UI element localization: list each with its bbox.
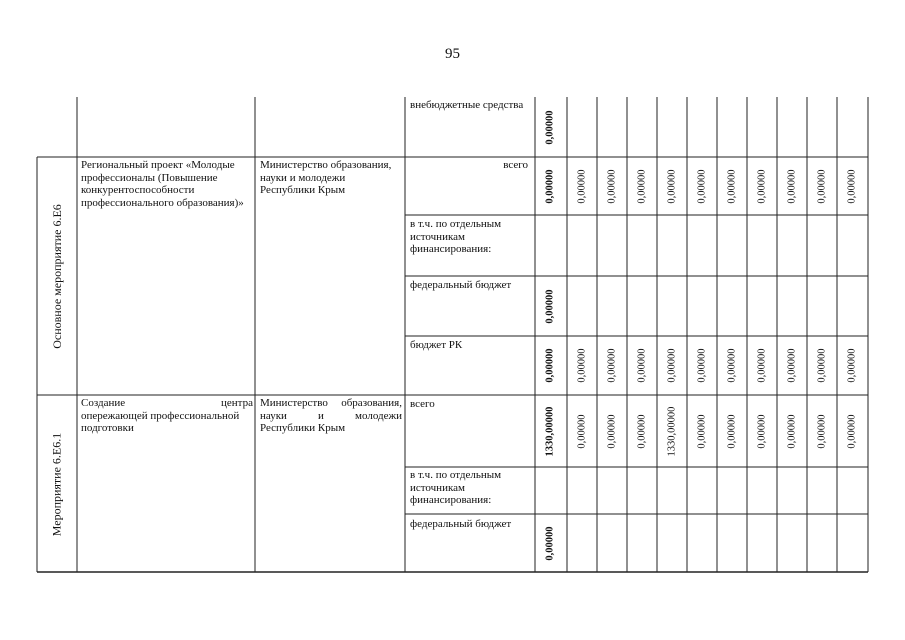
year-value: 0,00000 bbox=[636, 168, 648, 204]
year-value: 0,00000 bbox=[756, 168, 768, 204]
page-number: 95 bbox=[445, 46, 460, 62]
year-value: 0,00000 bbox=[816, 168, 828, 204]
year-value: 0,00000 bbox=[726, 413, 738, 449]
executor: Министерство образования, науки и молодежи Республики Крым bbox=[260, 397, 402, 434]
year-value: 0,00000 bbox=[786, 168, 798, 204]
year-value: 0,00000 bbox=[726, 348, 738, 383]
source-label: федеральный бюджет bbox=[410, 518, 512, 530]
measure-name: Региональный проект «Молодые профессионалы (Повышение конкурентоспособности профессионального образования)» bbox=[81, 159, 244, 209]
source-label: в т.ч. по отдельным источникам финансирования: bbox=[410, 218, 502, 255]
year-value: 1330,00000 bbox=[666, 406, 678, 456]
total-value: 0,00000 bbox=[544, 289, 556, 324]
measure-code-label: Мероприятие 6.Е6.1 bbox=[49, 432, 64, 536]
measure-name bbox=[81, 397, 253, 441]
total-value: 1330,00000 bbox=[544, 406, 556, 456]
year-value: 0,00000 bbox=[576, 413, 588, 449]
year-value: 0,00000 bbox=[636, 348, 648, 383]
measure-name-line1-right: центра bbox=[221, 397, 253, 409]
total-value: 0,00000 bbox=[544, 109, 556, 145]
year-value: 0,00000 bbox=[696, 168, 708, 204]
year-value: 0,00000 bbox=[786, 348, 798, 383]
measure-name-rest: опережающей профессиональной подготовки bbox=[81, 409, 240, 434]
year-value: 0,00000 bbox=[636, 413, 648, 449]
source-label: в т.ч. по отдельным источникам финансирования: bbox=[410, 469, 502, 506]
measure-name-line1-left: Создание bbox=[81, 397, 126, 409]
source-label: внебюджетные средства bbox=[410, 99, 524, 111]
year-value: 0,00000 bbox=[726, 168, 738, 204]
year-value: 0,00000 bbox=[696, 348, 708, 383]
year-value: 0,00000 bbox=[606, 168, 618, 204]
total-value: 0,00000 bbox=[544, 168, 556, 204]
year-value: 0,00000 bbox=[606, 413, 618, 449]
year-value: 0,00000 bbox=[847, 413, 858, 449]
year-value: 0,00000 bbox=[786, 413, 798, 449]
year-value: 0,00000 bbox=[696, 413, 708, 449]
year-value: 0,00000 bbox=[816, 348, 828, 383]
year-value: 0,00000 bbox=[606, 348, 618, 383]
year-value: 0,00000 bbox=[576, 168, 588, 204]
year-value: 0,00000 bbox=[666, 348, 678, 383]
year-value: 0,00000 bbox=[576, 348, 588, 383]
source-label: всего bbox=[410, 398, 435, 410]
total-value: 0,00000 bbox=[544, 348, 556, 383]
source-label: федеральный бюджет bbox=[410, 279, 512, 291]
year-value: 0,00000 bbox=[666, 168, 678, 204]
year-value: 0,00000 bbox=[756, 413, 768, 449]
measure-code-label: Основное мероприятие 6.Е6 bbox=[49, 203, 64, 349]
source-label: бюджет РК bbox=[410, 339, 463, 351]
total-value: 0,00000 bbox=[544, 526, 556, 561]
year-value: 0,00000 bbox=[847, 348, 858, 383]
executor: Министерство образования, науки и молодежи Республики Крым bbox=[260, 159, 392, 196]
source-label: всего bbox=[503, 159, 528, 171]
year-value: 0,00000 bbox=[816, 413, 828, 449]
year-value: 0,00000 bbox=[847, 168, 858, 204]
year-value: 0,00000 bbox=[756, 348, 768, 383]
